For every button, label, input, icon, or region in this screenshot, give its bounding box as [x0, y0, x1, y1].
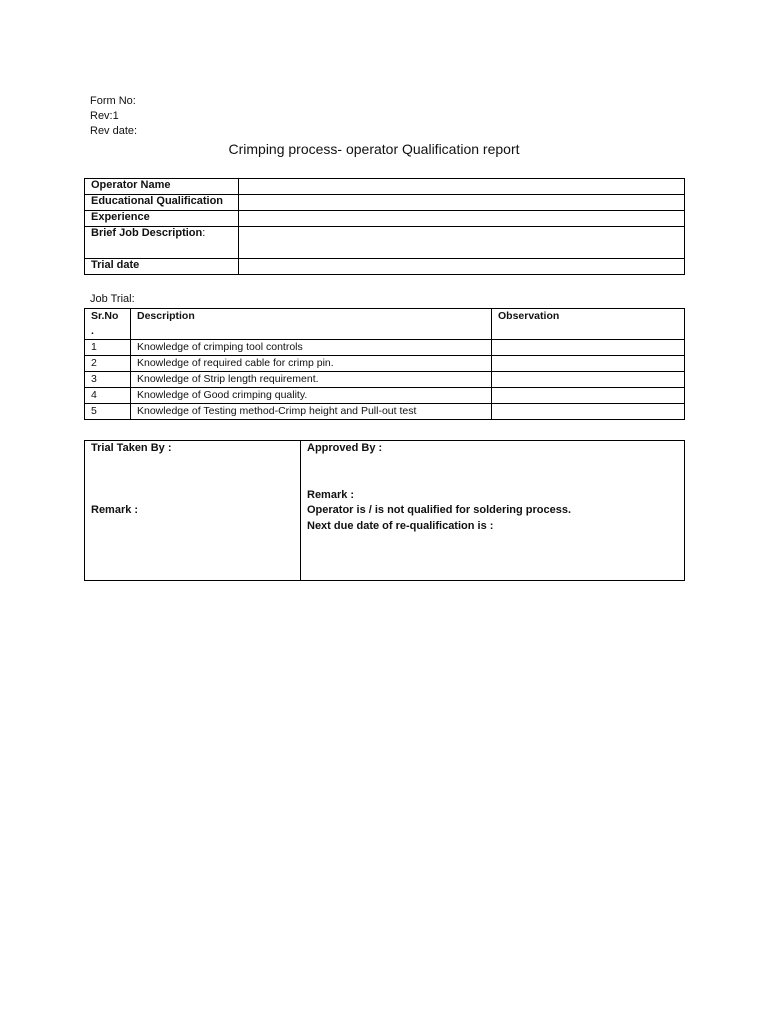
- table-row: [85, 404, 685, 420]
- brief-job-description-label-cell: [85, 227, 239, 259]
- description-header: Description: [131, 309, 492, 340]
- table-row: [85, 179, 685, 195]
- form-number-label: Form No:: [90, 95, 136, 107]
- table-row: [85, 211, 685, 227]
- table-row: [85, 388, 685, 404]
- brief-job-description-label: Brief Job Description: [91, 227, 203, 239]
- table-header-row: [85, 309, 685, 340]
- row-number: 3: [85, 372, 131, 388]
- page-title: Crimping process- operator Qualification report: [228, 141, 520, 157]
- row-observation[interactable]: [492, 404, 685, 420]
- row-description: Knowledge of crimping tool controls: [131, 340, 492, 356]
- educational-qualification-label: Educational Qualification: [85, 195, 239, 211]
- row-description: Knowledge of Strip length requirement.: [131, 372, 492, 388]
- observation-header: Observation: [492, 309, 685, 340]
- right-remark-label: Remark :: [307, 489, 355, 501]
- next-due-date-text: Next due date of re-qualification is :: [307, 520, 494, 532]
- approved-by-label: Approved By :: [307, 442, 383, 454]
- job-trial-table: [84, 308, 685, 420]
- brief-job-description-colon: :: [202, 227, 206, 239]
- row-number: 5: [85, 404, 131, 420]
- trial-date-value[interactable]: [239, 259, 685, 275]
- table-row: [85, 441, 685, 581]
- row-observation[interactable]: [492, 340, 685, 356]
- row-description: Knowledge of Testing method-Crimp height and Pull-out test: [131, 404, 492, 420]
- experience-label: Experience: [85, 211, 239, 227]
- left-remark-label: Remark :: [91, 504, 139, 516]
- operator-name-value[interactable]: [239, 179, 685, 195]
- row-observation[interactable]: [492, 372, 685, 388]
- job-trial-label: Job Trial:: [90, 293, 135, 305]
- table-row: [85, 195, 685, 211]
- row-description: Knowledge of required cable for crimp pin.: [131, 356, 492, 372]
- approved-by-cell[interactable]: [301, 441, 685, 581]
- table-row: [85, 372, 685, 388]
- table-row: [85, 259, 685, 275]
- qualification-status-text: Operator is / is not qualified for soldering process.: [307, 504, 572, 516]
- revision-date-label: Rev date:: [90, 125, 138, 137]
- operator-name-label: Operator Name: [85, 179, 239, 195]
- operator-info-table: [84, 178, 685, 275]
- row-observation[interactable]: [492, 388, 685, 404]
- experience-value[interactable]: [239, 211, 685, 227]
- row-observation[interactable]: [492, 356, 685, 372]
- row-number: 1: [85, 340, 131, 356]
- trial-taken-by-cell[interactable]: [85, 441, 301, 581]
- srno-header-cell: [85, 309, 131, 340]
- row-number: 2: [85, 356, 131, 372]
- row-number: 4: [85, 388, 131, 404]
- signoff-table: [84, 440, 685, 581]
- trial-date-label: Trial date: [85, 259, 239, 275]
- revision-label: Rev:1: [90, 110, 119, 122]
- table-row: [85, 227, 685, 259]
- table-row: [85, 356, 685, 372]
- srno-header-dot: .: [91, 325, 94, 337]
- trial-taken-by-label: Trial Taken By :: [91, 442, 172, 454]
- brief-job-description-value[interactable]: [239, 227, 685, 259]
- table-row: [85, 340, 685, 356]
- srno-header: Sr.No: [91, 310, 119, 322]
- row-description: Knowledge of Good crimping quality.: [131, 388, 492, 404]
- educational-qualification-value[interactable]: [239, 195, 685, 211]
